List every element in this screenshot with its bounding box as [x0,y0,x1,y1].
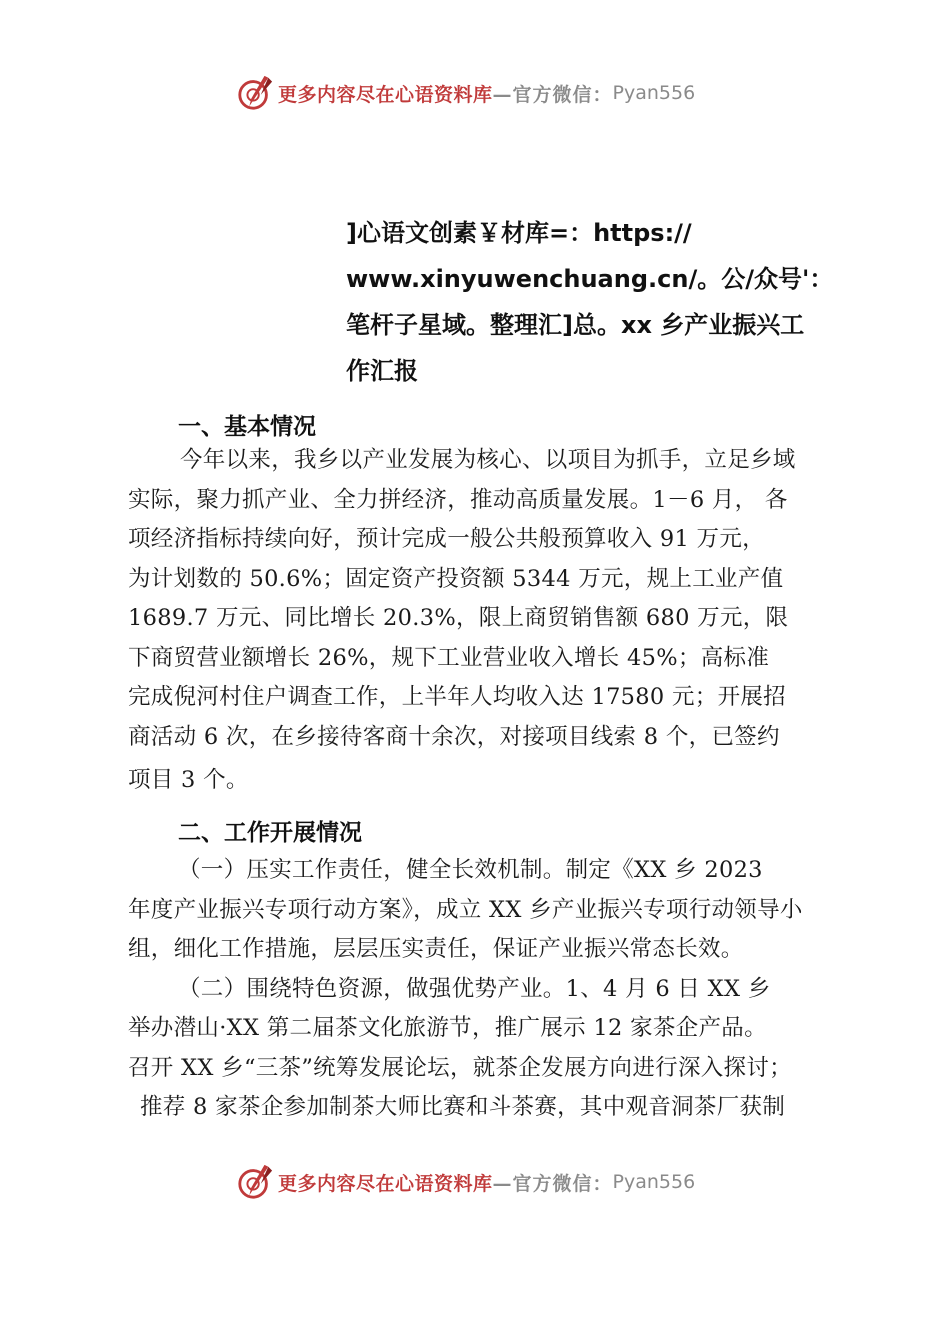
paragraph-line: 组，细化工作措施，层层压实责任，保证产业振兴常态长效。 [128,936,744,962]
banner-wechat-id: Pyan556 [612,82,696,104]
section-heading-work: 二、工作开展情况 [178,820,362,846]
paragraph-line: 推荐 8 家茶企参加制茶大师比赛和斗茶赛，其中观音洞茶厂获制 [140,1094,786,1120]
banner-promo-text: 更多内容尽在心语资料库 [278,1172,493,1195]
paragraph-line: 年度产业振兴专项行动方案》，成立 XX 乡产业振兴专项行动领导小 [128,897,803,923]
paragraph-line: 为计划数的 50.6%；固定资产投资额 5344 万元，规上工业产值 [128,566,784,592]
paragraph-line: 举办潜山·XX 第二届茶文化旅游节，推广展示 12 家茶企产品。 [128,1015,767,1041]
paragraph-line: 今年以来，我乡以产业发展为核心、以项目为抓手，立足乡域 [180,447,796,473]
banner-promo-text: 更多内容尽在心语资料库 [278,83,493,106]
title-line: www.xinyuwenchuang.cn/。公/众号'： [346,265,834,293]
paragraph-line: 1689.7 万元、同比增长 20.3%，限上商贸销售额 680 万元，限 [128,605,789,631]
header-banner [236,73,695,113]
title-line: 笔杆子星域。整理汇]总。xx 乡产业振兴工 [346,311,805,339]
banner-wechat-id: Pyan556 [612,1171,696,1193]
footer-banner [236,1162,695,1202]
paragraph-line: 商活动 6 次，在乡接待客商十余次，对接项目线索 8 个，已签约 [128,724,780,750]
banner-wechat-label: —官方微信： [492,83,613,106]
quill-logo-icon [236,1163,274,1201]
title-line: 作汇报 [346,357,418,385]
paragraph-line: （一）压实工作责任，健全长效机制。制定《XX 乡 2023 [178,857,763,883]
paragraph-line: 项目 3 个。 [128,767,249,793]
paragraph-line: 项经济指标持续向好，预计完成一般公共般预算收入 91 万元， [128,526,765,552]
section-heading-basic: 一、基本情况 [178,414,316,440]
paragraph-line: 实际，聚力抓产业、全力拼经济，推动高质量发展。1－6 月， 各 [128,487,788,513]
document-title [346,210,876,394]
paragraph-line: 召开 XX 乡“三茶”统筹发展论坛，就茶企发展方向进行深入探讨； [128,1055,792,1081]
banner-wechat-label: —官方微信： [492,1172,613,1195]
paragraph-line: （二）围绕特色资源，做强优势产业。1、4 月 6 日 XX 乡 [178,976,771,1002]
title-line: ]心语文创素￥材库=：https:// [346,219,692,247]
paragraph-line: 完成倪河村住户调查工作，上半年人均收入达 17580 元；开展招 [128,684,786,710]
paragraph-line: 下商贸营业额增长 26%，规下工业营业收入增长 45%；高标准 [128,645,770,671]
quill-logo-icon [236,74,274,112]
